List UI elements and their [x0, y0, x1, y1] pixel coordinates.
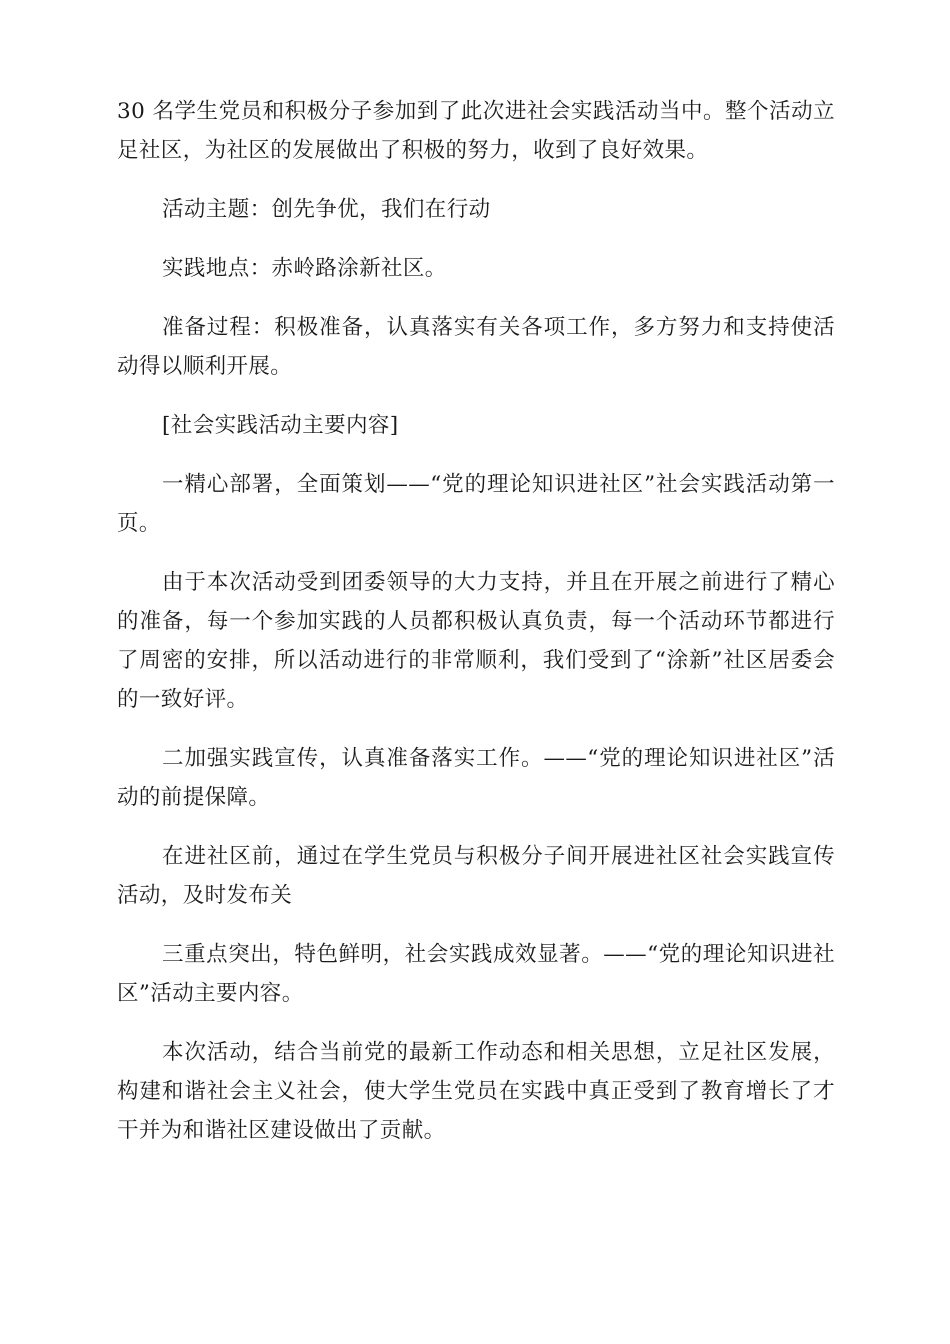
paragraph-point-two-detail: 在进社区前，通过在学生党员与积极分子间开展进社区社会实践宣传活动，及时发布关: [117, 844, 835, 908]
paragraph-intro: 30 名学生党员和积极分子参加到了此次进社会实践活动当中。整个活动立足社区，为社区的发展做出了积极的努力，收到了良好效果。: [117, 99, 835, 163]
paragraph-theme: 活动主题：创先争优，我们在行动: [162, 197, 491, 222]
document-body: [117, 92, 835, 1170]
paragraph-point-one: 一精心部署，全面策划——“党的理论知识进社区”社会实践活动第一页。: [117, 472, 835, 536]
paragraph-point-three: 三重点突出，特色鲜明，社会实践成效显著。——“党的理论知识进社区”活动主要内容。: [117, 942, 835, 1006]
paragraph-location: 实践地点：赤岭路涂新社区。: [162, 256, 447, 281]
paragraph-point-two: 二加强实践宣传，认真准备落实工作。——“党的理论知识进社区”活动的前提保障。: [117, 746, 835, 810]
paragraph-point-one-detail: 由于本次活动受到团委领导的大力支持，并且在开展之前进行了精心的准备，每一个参加实践的人员都积极认真负责，每一个活动环节都进行了周密的安排，所以活动进行的非常顺利，我们受到了“涂新”社区居委会的一致好评。: [117, 570, 835, 712]
section-heading-main-content: [社会实践活动主要内容]: [162, 413, 399, 438]
paragraph-preparation: 准备过程：积极准备，认真落实有关各项工作，多方努力和支持使活动得以顺利开展。: [117, 315, 835, 379]
paragraph-conclusion: 本次活动，结合当前党的最新工作动态和相关思想，立足社区发展，构建和谐社会主义社会，使大学生党员在实践中真正受到了教育增长了才干并为和谐社区建设做出了贡献。: [117, 1040, 835, 1143]
